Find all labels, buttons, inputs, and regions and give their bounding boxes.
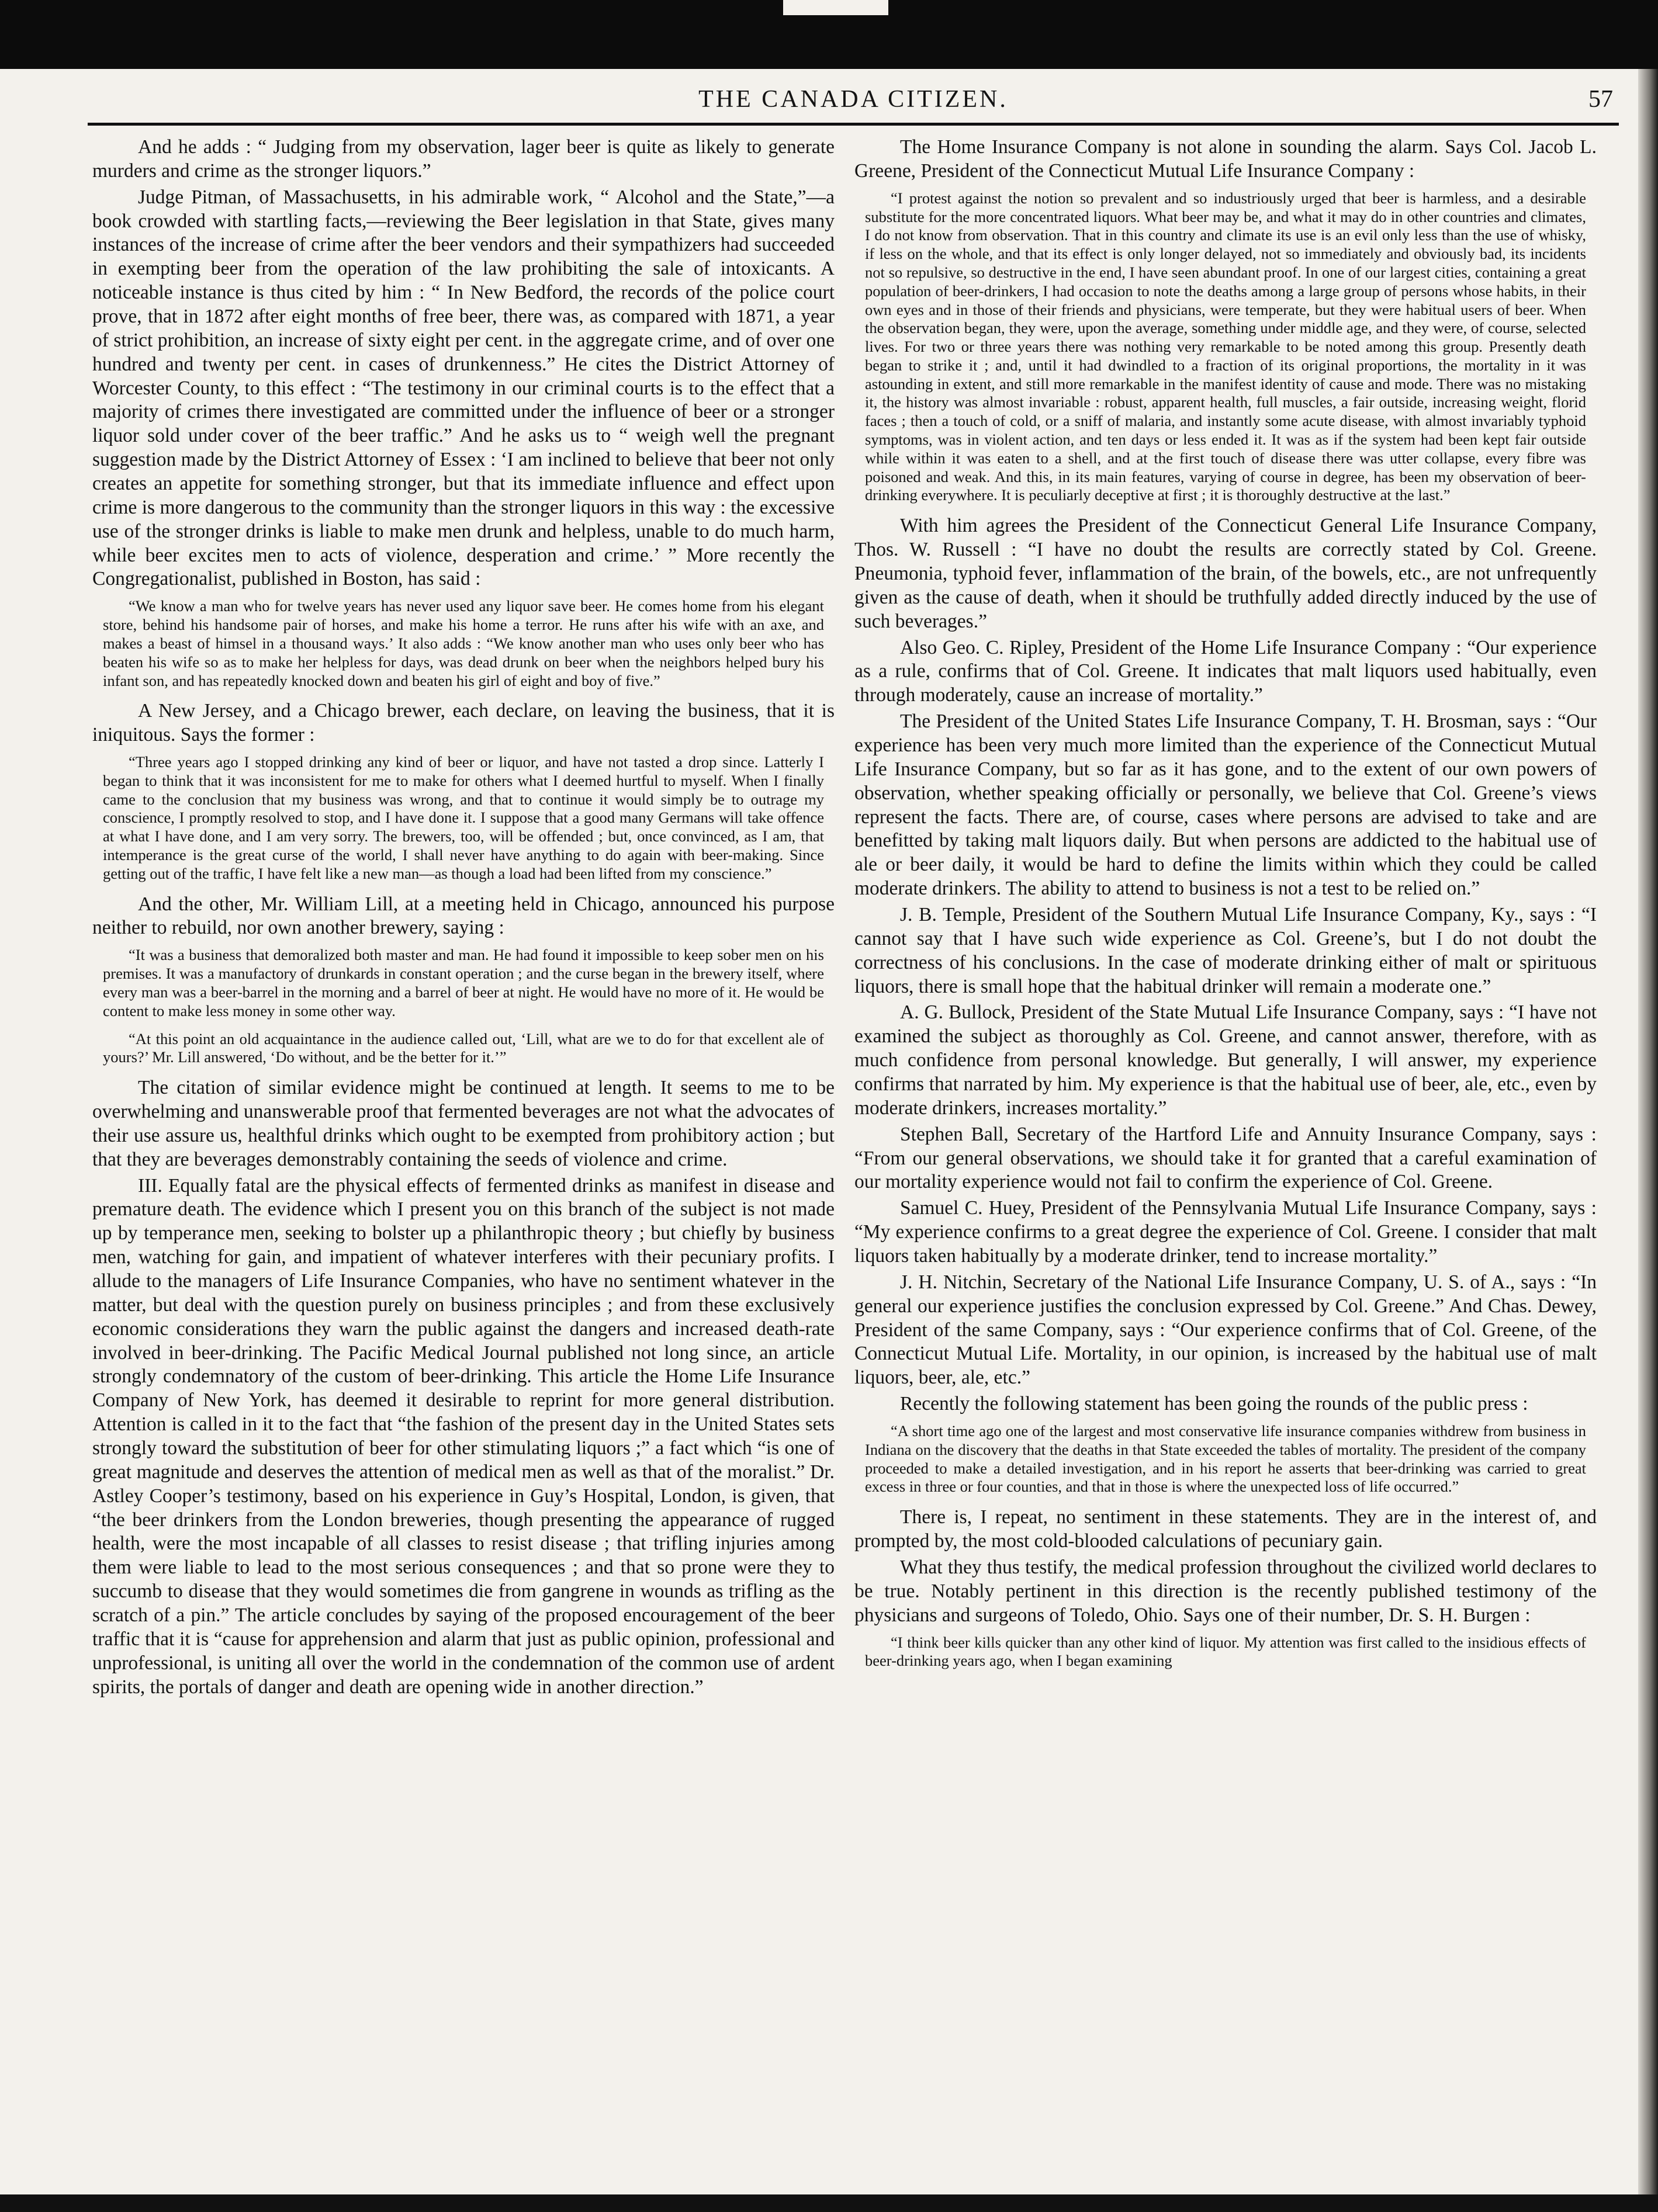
page-number: 57: [1588, 86, 1613, 113]
masthead: THE CANADA CITIZEN.: [698, 86, 1008, 113]
paragraph: A New Jersey, and a Chicago brewer, each declare, on leaving the business, that it is iniquitous. Says the former :: [92, 700, 835, 746]
page-header: [88, 82, 1619, 126]
paragraph: Samuel C. Huey, President of the Pennsylvania Mutual Life Insurance Company, says : “My experience confirms to a great degree the experience of Col. Greene. I consider that malt liquors taken habitually by a moderate drinker, tend to increase mortality.”: [854, 1197, 1597, 1267]
paragraph: J. H. Nitchin, Secretary of the National Life Insurance Company, U. S. of A., says : “In general our experience justifies the conclusion expressed by Col. Greene.” And Chas. Dewey, President of the same Company, says : “Our experience confirms that of Col. Greene, of the Connecticut Mutual Life. Mortality, in our opinion, is increased by the habitual use of malt liquors, beer, ale, etc.”: [854, 1271, 1597, 1389]
paragraph: The President of the United States Life Insurance Company, T. H. Brosman, says : “Our experience has been very much more limited than the experience of the Connecticut Mutual Life Insurance Company, but so far as it has gone, and to the extent of our own powers of observation, whether speaking officially or personally, we believe that Col. Greene’s views represent the facts. There are, of course, cases where persons are advised to take and are benefitted by taking malt liquors daily. But when persons are addicted to the habitual use of ale or beer daily, it would be hard to define the limits within which they could be called moderate drinkers. The ability to attend to business is not a test to be relied on.”: [854, 710, 1597, 900]
scan-right-edge: [1638, 69, 1658, 2196]
paragraph: And he adds : “ Judging from my observation, lager beer is quite as likely to generate murders and crime as the stronger liquors.”: [92, 136, 835, 182]
paragraph: Also Geo. C. Ripley, President of the Home Life Insurance Company : “Our experience as a rule, confirms that of Col. Greene. It indicates that malt liquors used habitually, even through moderately, cause an increase of mortality.”: [854, 636, 1597, 706]
paragraph: J. B. Temple, President of the Southern Mutual Life Insurance Company, Ky., says : “I cannot say that I have such wide experience as Col. Greene’s, but I do not doubt the correctness of his conclusions. In the case of moderate drinking either of malt or spirituous liquors, there is small hope that the habitual drinker will remain a moderate one.”: [854, 904, 1597, 997]
paragraph: With him agrees the President of the Connecticut General Life Insurance Company, Thos. W. Russell : “I have no doubt the results are correctly stated by Col. Greene. Pneumonia, typhoid fever, inflammation of the brain, of the bowels, etc., are not unfrequently given as the cause of death, when it should be truthfully added directly induced by the use of such beverages.”: [854, 515, 1597, 632]
quote-block: “At this point an old acquaintance in the audience called out, ‘Lill, what are we to do for that excellent ale of yours?’ Mr. Lill answered, ‘Do without, and be the better for it.’”: [103, 1029, 824, 1066]
paragraph: There is, I repeat, no sentiment in these statements. They are in the interest of, and prompted by, the most cold-blooded calculations of pecuniary gain.: [854, 1506, 1597, 1552]
quote-block: “A short time ago one of the largest and most conservative life insurance companies withdrew from business in Indiana on the discovery that the deaths in that State exceeded the tables of mortality. The president of the company proceeded to make a detailed investigation, and in his report he asserts that beer-drinking was carried to great excess in three or four counties, and that in those is where the unexpected loss of life occurred.”: [865, 1422, 1586, 1496]
paragraph: Recently the following statement has been going the rounds of the public press :: [900, 1393, 1528, 1415]
quote-block: “It was a business that demoralized both master and man. He had found it impossible to keep sober men on his premises. It was a manufactory of drunkards in constant operation ; and the curse began in the brewery itself, where every man was a beer-barrel in the morning and a barrel of beer at night. He would have no more of it. He would be content to make less money in some other way.: [103, 946, 824, 1020]
scan-top-gap: [783, 0, 888, 15]
paragraph: III. Equally fatal are the physical effects of fermented drinks as manifest in disease and premature death. The evidence which I present you on this branch of the subject is not made up by temperance men, seeking to bolster up a philanthropic theory ; but chiefly by business men, watching for gain, and impatient of whatever interferes with their pecuniary profits. I allude to the managers of Life Insurance Companies, who have no sentiment whatever in the matter, but deal with the question purely on business principles ; and from these exclusively economic considerations they warn the public against the dangers and increased death-rate involved in beer-drinking. The Pacific Medical Journal published not long since, an article strongly condemnatory of the custom of beer-drinking. This article the Home Life Insurance Company of New York, has deemed it desirable to reprint for more general distribution. Attention is called in it to the fact that “the fashion of the present day in the United States sets strongly toward the substitution of beer for other stimulating liquors ;” a fact which “is one of great magnitude and deserves the attention of medical men as well as that of the moralist.” Dr. Astley Cooper’s testimony, based on his experience in Guy’s Hospital, London, is given, that “the beer drinkers from the London breweries, though presenting the appearance of rugged health, were the most incapable of all classes to resist disease ; that trifling injuries among them were liable to lead to the most serious consequences ; and that so prone were they to succumb to disease that they would sometimes die from gangrene in wounds as trifling as the scratch of a pin.” The article concludes by saying of the proposed encouragement of the beer traffic that it is “cause for apprehension and alarm that just as public opinion, professional and unprofessional, is uniting all over the world in the condemnation of the common use of ardent spirits, the portals of danger and death are opening wide in another direction.”: [92, 1174, 835, 1698]
paragraph: A. G. Bullock, President of the State Mutual Life Insurance Company, says : “I have not examined the subject as thoroughly as Col. Greene, and cannot answer, therefore, with as much confidence from personal knowledge. But generally, I will answer, my experience confirms that narrated by him. My experience is that the habitual use of beer, ale, etc., even by moderate drinkers, increases mortality.”: [854, 1001, 1597, 1119]
quote-block: “Three years ago I stopped drinking any kind of beer or liquor, and have not tasted a drop since. Latterly I began to think that it was inconsistent for me to make for others what I deemed hurtful to myself. When I finally came to the conclusion that my business was wrong, and that to continue it would simply be to outrage my conscience, I promptly resolved to stop, and I have done it. I suppose that a good many Germans will take offence at what I have done, and I am very sorry. The brewers, too, will be offended ; but, once convinced, as I am, that intemperance is the great curse of the world, I shall never have anything to do again with beer-making. Since getting out of the traffic, I have felt like a new man—as though a load had been lifted from my conscience.”: [103, 753, 824, 882]
paragraph: The Home Insurance Company is not alone in sounding the alarm. Says Col. Jacob L. Greene, President of the Connecticut Mutual Life Insurance Company :: [854, 136, 1597, 182]
paragraph: The citation of similar evidence might be continued at length. It seems to me to be overwhelming and unanswerable proof that fermented beverages are not what the advocates of their use assure us, healthful drinks which ought to be exempted from prohibitory action ; but that they are beverages demonstrably containing the seeds of violence and crime.: [92, 1077, 835, 1170]
quote-block: “I think beer kills quicker than any other kind of liquor. My attention was first called to the insidious effects of beer-drinking years ago, when I began examining: [865, 1633, 1586, 1670]
quote-block: “I protest against the notion so prevalent and so industriously urged that beer is harmless, and a desirable substitute for the more concentrated liquors. What beer may be, and what it may do in other countries and climates, I do not know from observation. That in this country and climate its use is an evil only less than the use of whisky, if less on the whole, and that its effect is only longer delayed, not so immediately and obviously bad, its incidents not so repulsive, so destructive in the end, I have seen abundant proof. In one of our largest cities, containing a great population of beer-drinkers, I had occasion to note the deaths among a large group of persons whose habits, in their own eyes and in those of their friends and physicians, were temperate, but they were habitual users of beer. When the observation began, they were, upon the average, something under middle age, and they were, of course, selected lives. For two or three years there was nothing very remarkable to be noted among this group. Presently death began to strike it ; and, until it had dwindled to a fraction of its original proportions, the mortality in it was astounding in extent, and still more remarkable in the manifest identity of cause and mode. There was no mistaking it, the history was almost invariable : robust, apparent health, full muscles, a fair outside, increasing weight, florid faces ; then a touch of cold, or a sniff of malaria, and instantly some acute disease, with almost invariably typhoid symptoms, was in violent action, and ten days or less ended it. It was as if the system had been kept fair outside while within it was eaten to a shell, and at the first touch of disease there was utter collapse, every fibre was poisoned and weak. And this, in its main features, varying of course in degree, has been my observation of beer-drinking everywhere. It is peculiarly deceptive at first ; it is thoroughly destructive at the last.”: [865, 189, 1586, 504]
paragraph: Stephen Ball, Secretary of the Hartford Life and Annuity Insurance Company, says : “From our general observations, we should take it for granted that a careful examination of our mortality experience would not fail to confirm the experience of Col. Greene.: [854, 1123, 1597, 1193]
left-column: [92, 136, 835, 2157]
paragraph: What they thus testify, the medical profession throughout the civilized world declares to be true. Notably pertinent in this direction is the recently published testimony of the physicians and surgeons of Toledo, Ohio. Says one of their number, Dr. S. H. Burgen :: [854, 1556, 1597, 1626]
right-column: [854, 136, 1597, 2157]
quote-block: “We know a man who for twelve years has never used any liquor save beer. He comes home from his elegant store, behind his handsome pair of horses, and make his home a terror. He runs after his wife with an axe, and makes a beast of himsel in a thousand ways.’ It also adds : “We know another man who uses only beer who has beaten his wife so as to make her helpless for days, was dead drunk on beer when the neighbors helped bury his infant son, and has repeatedly knocked down and beaten his girl of eight and boy of five.”: [103, 597, 824, 689]
scan-bottom-border: [0, 2194, 1658, 2212]
paragraph: Judge Pitman, of Massachusetts, in his admirable work, “ Alcohol and the State,”—a book crowded with startling facts,—reviewing the Beer legislation in that State, gives many instances of the increase of crime after the beer vendors and their sympathizers had succeeded in exempting beer from the operation of the law prohibiting the sale of intoxicants. A noticeable instance is thus cited by him : “ In New Bedford, the records of the police court prove, that in 1872 after eight months of free beer, there was, as compared with 1871, a year of strict prohibition, an increase of sixty eight per cent. in the aggregate crime, and of over one hundred and twenty per cent. in cases of drunkenness.” He cites the District Attorney of Worcester County, to this effect : “The testimony in our criminal courts is to the effect that a majority of crimes there investigated are committed under the influence of beer or a stronger liquor sold under cover of the beer traffic.” And he asks us to “ weigh well the pregnant suggestion made by the District Attorney of Essex : ‘I am inclined to believe that beer not only creates an appetite for something stronger, but that its immediate influence and effect upon crime is more dangerous to the community than the stronger liquors in this way : the excessive use of the stronger drinks is liable to make men drunk and helpless, unable to do much harm, while beer excites men to acts of violence, desperation and crime.’ ” More recently the Congregationalist, published in Boston, has said :: [92, 186, 835, 590]
paragraph: And the other, Mr. William Lill, at a meeting held in Chicago, announced his purpose neither to rebuild, nor own another brewery, saying :: [92, 893, 835, 939]
